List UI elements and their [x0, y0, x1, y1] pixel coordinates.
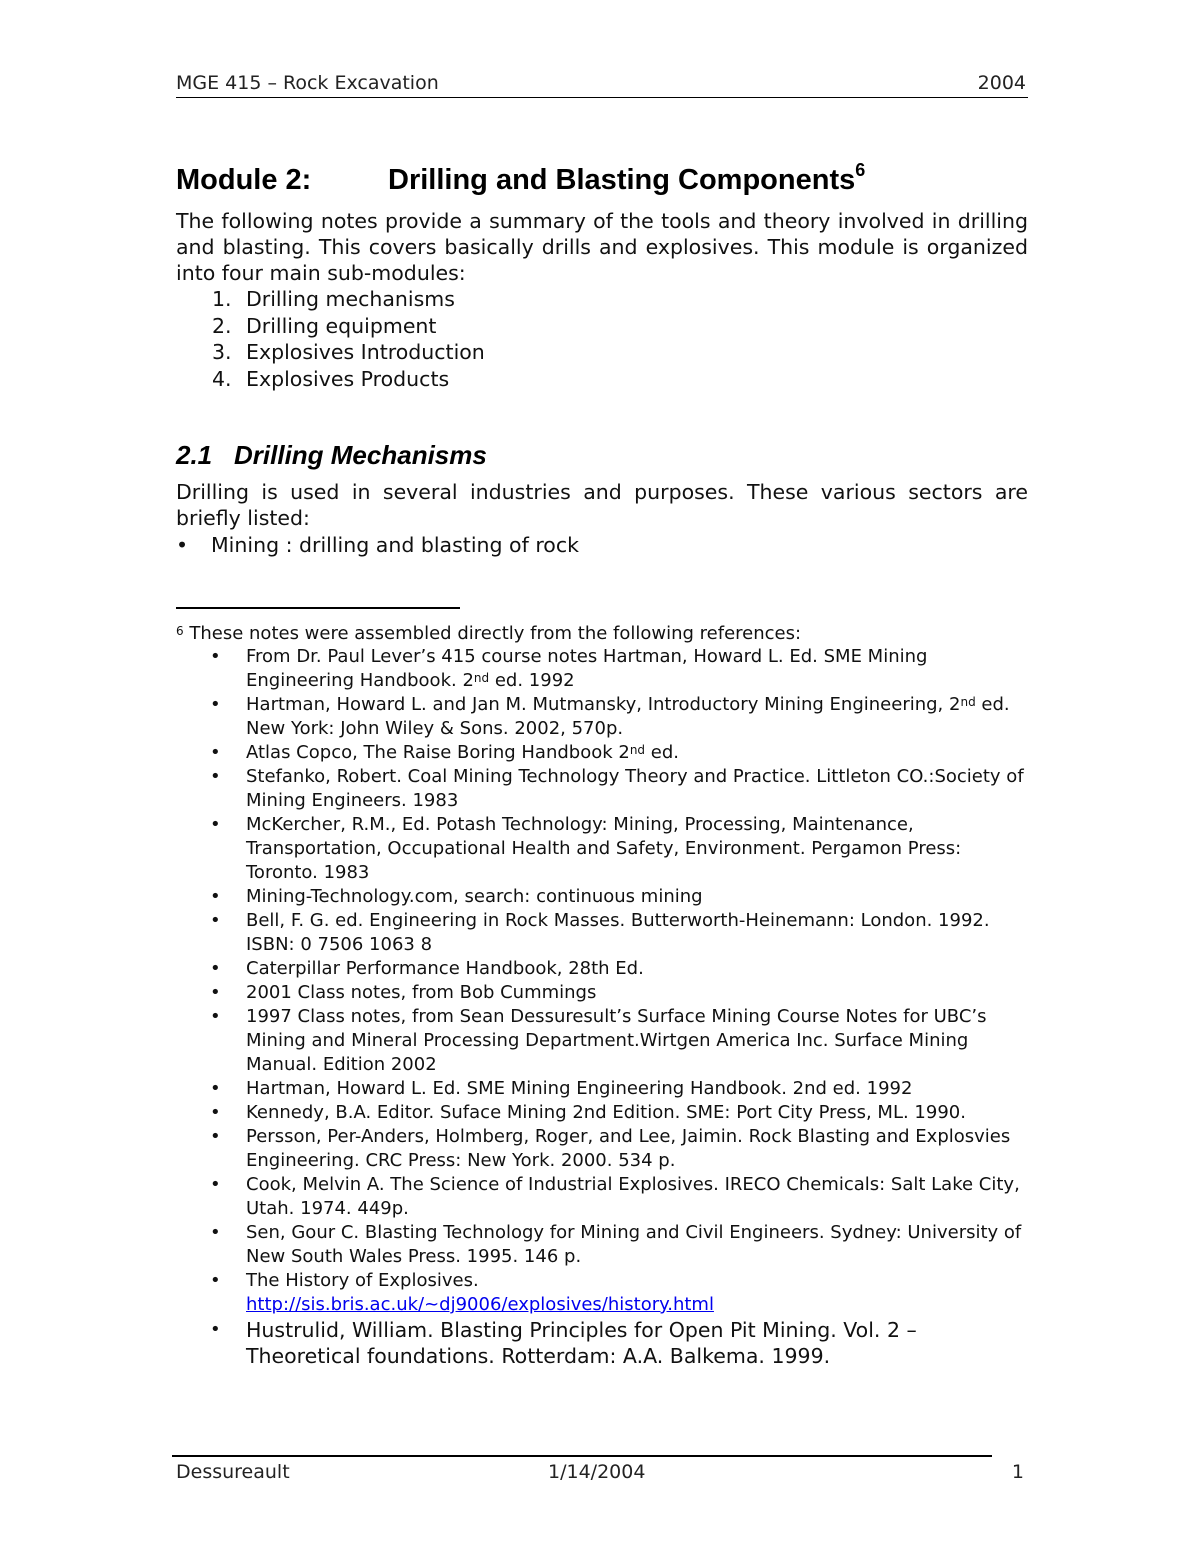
reference-list: [210, 645, 1030, 1369]
list-item: • Hustrulid, William. Blasting Principles for Open Pit Mining. Vol. 2 – Theoretical foundations. Rotterdam: A.A. Balkema. 1999.: [210, 1318, 917, 1368]
bullet-icon: •: [176, 533, 189, 557]
list-item: • Mining-Technology.com, search: continuous mining: [210, 886, 703, 907]
bullet-icon: •: [210, 958, 221, 979]
list-item: • Hartman, Howard L. Ed. SME Mining Engineering Handbook. 2nd ed. 1992: [210, 1078, 913, 1099]
bullet-icon: •: [210, 1078, 221, 1099]
list-item: 2. Drilling equipment: [212, 313, 437, 338]
history-of-explosives-link[interactable]: http://sis.bris.ac.uk/~dj9006/explosives/history.html: [246, 1294, 714, 1315]
footer-author: Dessureault: [176, 1461, 290, 1483]
list-item: 4. Explosives Products: [212, 366, 450, 391]
list-item: • Atlas Copco, The Raise Boring Handbook 2nd ed.: [210, 742, 680, 763]
bullet-icon: •: [210, 1126, 221, 1147]
footer-separator: [172, 1455, 992, 1457]
intro-paragraph: The following notes provide a summary of the tools and theory involved in drilling and blasting. This covers basically drills and explosives. This module is organized into four main sub-modules:: [176, 209, 1028, 285]
header-course: MGE 415 – Rock Excavation: [176, 72, 439, 94]
header-year: 2004: [977, 72, 1026, 94]
section-paragraph: Drilling is used in several industries and purposes. These various sectors are briefly listed:: [176, 480, 1028, 530]
list-item: 3. Explosives Introduction: [212, 340, 485, 365]
title-footnote-ref[interactable]: 6: [855, 160, 866, 180]
bullet-icon: •: [210, 1319, 221, 1340]
page-header: [176, 70, 1028, 98]
page-number: 1: [1011, 1461, 1024, 1483]
module-number: Module 2:: [176, 164, 312, 196]
list-item: • Stefanko, Robert. Coal Mining Technology Theory and Practice. Littleton CO.:Society of Mining Engineers. 1983: [210, 766, 1024, 811]
list-item: • Caterpillar Performance Handbook, 28th Ed.: [210, 958, 644, 979]
footnote-marker: 6: [176, 624, 184, 638]
section-heading: [176, 440, 487, 471]
bullet-icon: •: [210, 886, 221, 907]
bullet-icon: •: [210, 982, 221, 1003]
bullet-icon: •: [210, 1270, 221, 1291]
bullet-icon: •: [210, 766, 221, 787]
list-item: • Persson, Per-Anders, Holmberg, Roger, and Lee, Jaimin. Rock Blasting and Explosvies Engineering. CRC Press: New York. 2000. 534 p.: [210, 1126, 1011, 1171]
list-item: • 1997 Class notes, from Sean Dessuresult’s Surface Mining Course Notes for UBC’s Mining and Mineral Processing Department.Wirtgen America Inc. Surface Mining Manual. Edition 2002: [210, 1006, 987, 1075]
bullet-icon: •: [210, 1222, 221, 1243]
footer-date: 1/14/2004: [548, 1461, 646, 1483]
submodule-list: [186, 286, 485, 392]
section-number: 2.1: [176, 440, 213, 470]
bullet-icon: •: [210, 1006, 221, 1027]
list-item: • Hartman, Howard L. and Jan M. Mutmansky, Introductory Mining Engineering, 2nd ed. New York: John Wiley & Sons. 2002, 570p.: [210, 694, 1010, 739]
list-item: • 2001 Class notes, from Bob Cummings: [210, 982, 597, 1003]
list-item: • Bell, F. G. ed. Engineering in Rock Masses. Butterworth-Heinemann: London. 1992. ISBN: 0 7506 1063 8: [210, 910, 990, 955]
module-title: [176, 160, 866, 197]
list-item: • The History of Explosives. http://sis.bris.ac.uk/~dj9006/explosives/history.html: [210, 1270, 714, 1315]
footnote-separator: [176, 607, 460, 609]
list-item: • Sen, Gour C. Blasting Technology for Mining and Civil Engineers. Sydney: University of New South Wales Press. 1995. 146 p.: [210, 1222, 1022, 1267]
bullet-icon: •: [210, 646, 221, 667]
bullet-icon: •: [210, 694, 221, 715]
bullet-icon: •: [210, 1174, 221, 1195]
section-title: Drilling Mechanisms: [234, 440, 487, 470]
bullet-icon: •: [210, 910, 221, 931]
bullet-icon: •: [210, 1102, 221, 1123]
footnote-intro: $^6$ These notes were assembled directly from the following references:: [176, 623, 802, 644]
list-item: • Cook, Melvin A. The Science of Industrial Explosives. IRECO Chemicals: Salt Lake City, Utah. 1974. 449p.: [210, 1174, 1020, 1219]
module-title-text: Drilling and Blasting Components: [388, 164, 856, 196]
list-item: • Kennedy, B.A. Editor. Suface Mining 2nd Edition. SME: Port City Press, ML. 1990.: [210, 1102, 966, 1123]
list-item: • From Dr. Paul Lever’s 415 course notes Hartman, Howard L. Ed. SME Mining Engineering Handbook. 2nd ed. 1992: [210, 646, 928, 691]
page-footer: [176, 1461, 1028, 1491]
bullet-icon: •: [210, 742, 221, 763]
list-item: 1. Drilling mechanisms: [212, 287, 455, 311]
list-item: • McKercher, R.M., Ed. Potash Technology: Mining, Processing, Maintenance, Transportation, Occupational Health and Safety, Environment. Pergamon Press: Toronto. 1983: [210, 814, 962, 883]
bullet-icon: •: [210, 814, 221, 835]
